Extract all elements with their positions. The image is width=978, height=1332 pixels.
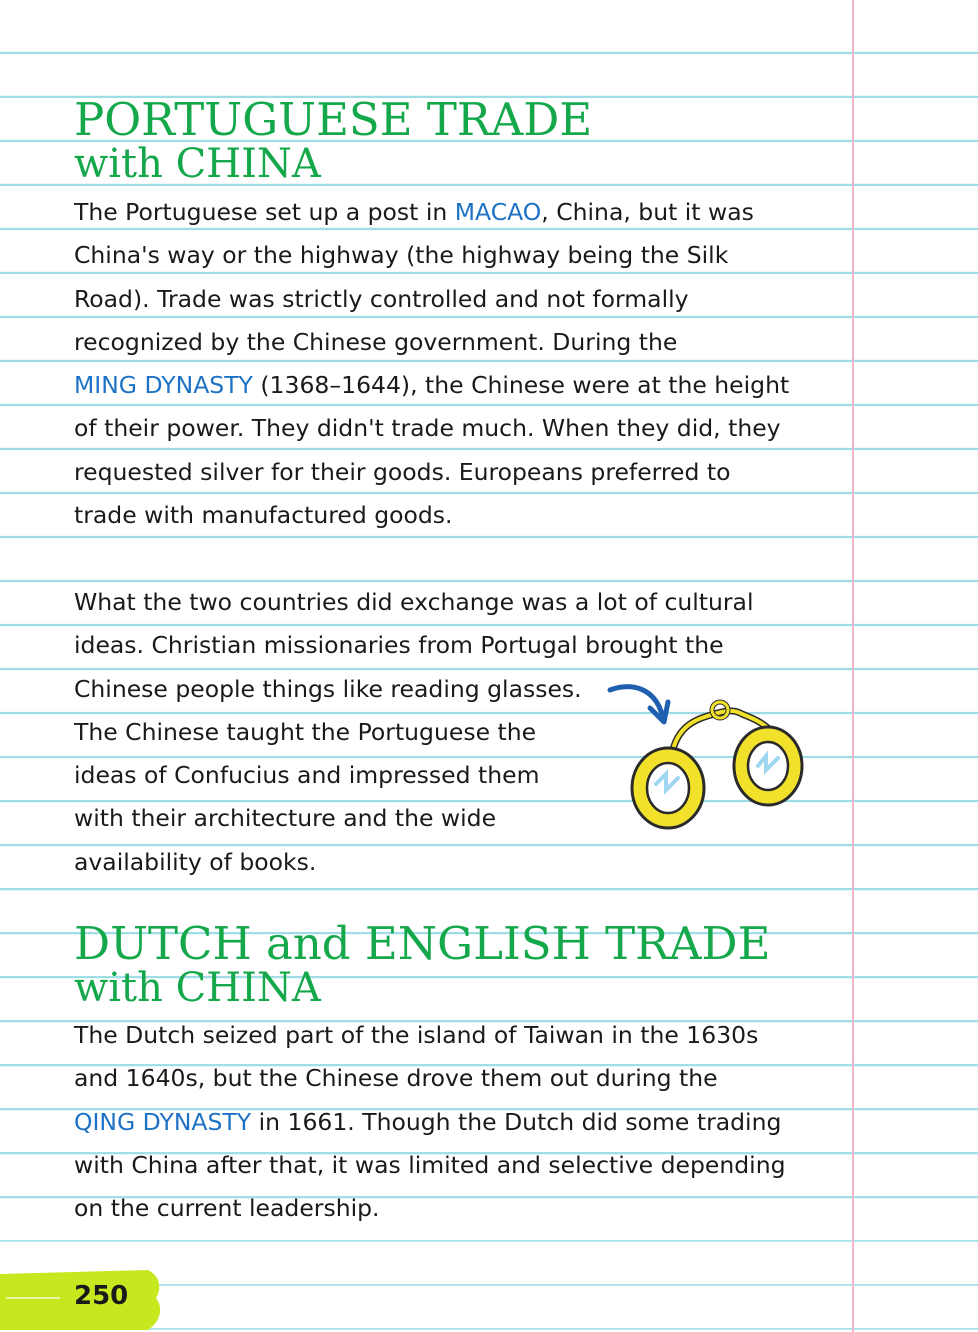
paragraph-dutch-trade (74, 1014, 786, 1230)
section-title-line1: PORTUGUESE TRADE (74, 93, 593, 146)
page-number: 250 (74, 1281, 129, 1311)
section-title-portuguese-trade (74, 93, 593, 187)
margin-line (852, 0, 854, 1332)
text-line: and 1640s, but the Chinese drove them out during the (74, 1064, 718, 1093)
text-line: trade with manufactured goods. (74, 501, 453, 530)
text-line: with China after that, it was limited and selective depending (74, 1150, 786, 1179)
text-segment: in 1661. Though the Dutch did some trading (251, 1107, 782, 1136)
reading-glasses-icon (632, 702, 802, 828)
highlight-ming-dynasty: MING DYNASTY (74, 371, 253, 400)
text-segment: , China, but it was (541, 198, 754, 226)
text-line: ideas of Confucius and impressed them (74, 761, 540, 790)
curved-arrow-icon (610, 687, 668, 722)
text-line (74, 1101, 786, 1144)
section-title-dutch-english-trade (74, 917, 771, 1011)
text-line: with their architecture and the wide (74, 804, 497, 833)
highlight-macao: MACAO (454, 198, 542, 226)
text-line (74, 191, 789, 234)
paragraph-portuguese-trade (74, 191, 789, 537)
text-line: Road). Trade was strictly controlled and not formally (74, 284, 689, 313)
text-line: availability of books. (74, 847, 317, 876)
text-line: requested silver for their goods. Europeans preferred to (74, 457, 731, 486)
text-segment: The Portuguese set up a post in (74, 198, 455, 226)
text-line: China's way or the highway (the highway being the Silk (74, 241, 729, 270)
text-line: of their power. They didn't trade much. When they did, they (74, 414, 781, 443)
text-line: ideas. Christian missionaries from Portugal brought the (74, 631, 724, 660)
text-line: Chinese people things like reading glasses. (74, 674, 582, 703)
text-line: on the current leadership. (74, 1194, 380, 1223)
highlight-qing-dynasty: QING DYNASTY (74, 1107, 252, 1136)
text-segment: (1368–1644), the Chinese were at the height (252, 371, 790, 400)
text-line: recognized by the Chinese government. During the (74, 327, 678, 356)
section-title-line2: with CHINA (74, 965, 321, 1011)
text-line (74, 364, 789, 407)
text-line: What the two countries did exchange was a lot of cultural (74, 588, 754, 616)
reading-glasses-illustration (602, 674, 812, 834)
section-title-line2: with CHINA (74, 141, 321, 187)
text-line: The Chinese taught the Portuguese the (74, 717, 537, 746)
text-line: The Dutch seized part of the island of Taiwan in the 1630s (74, 1021, 759, 1049)
section-title-line1: DUTCH and ENGLISH TRADE (74, 917, 771, 970)
